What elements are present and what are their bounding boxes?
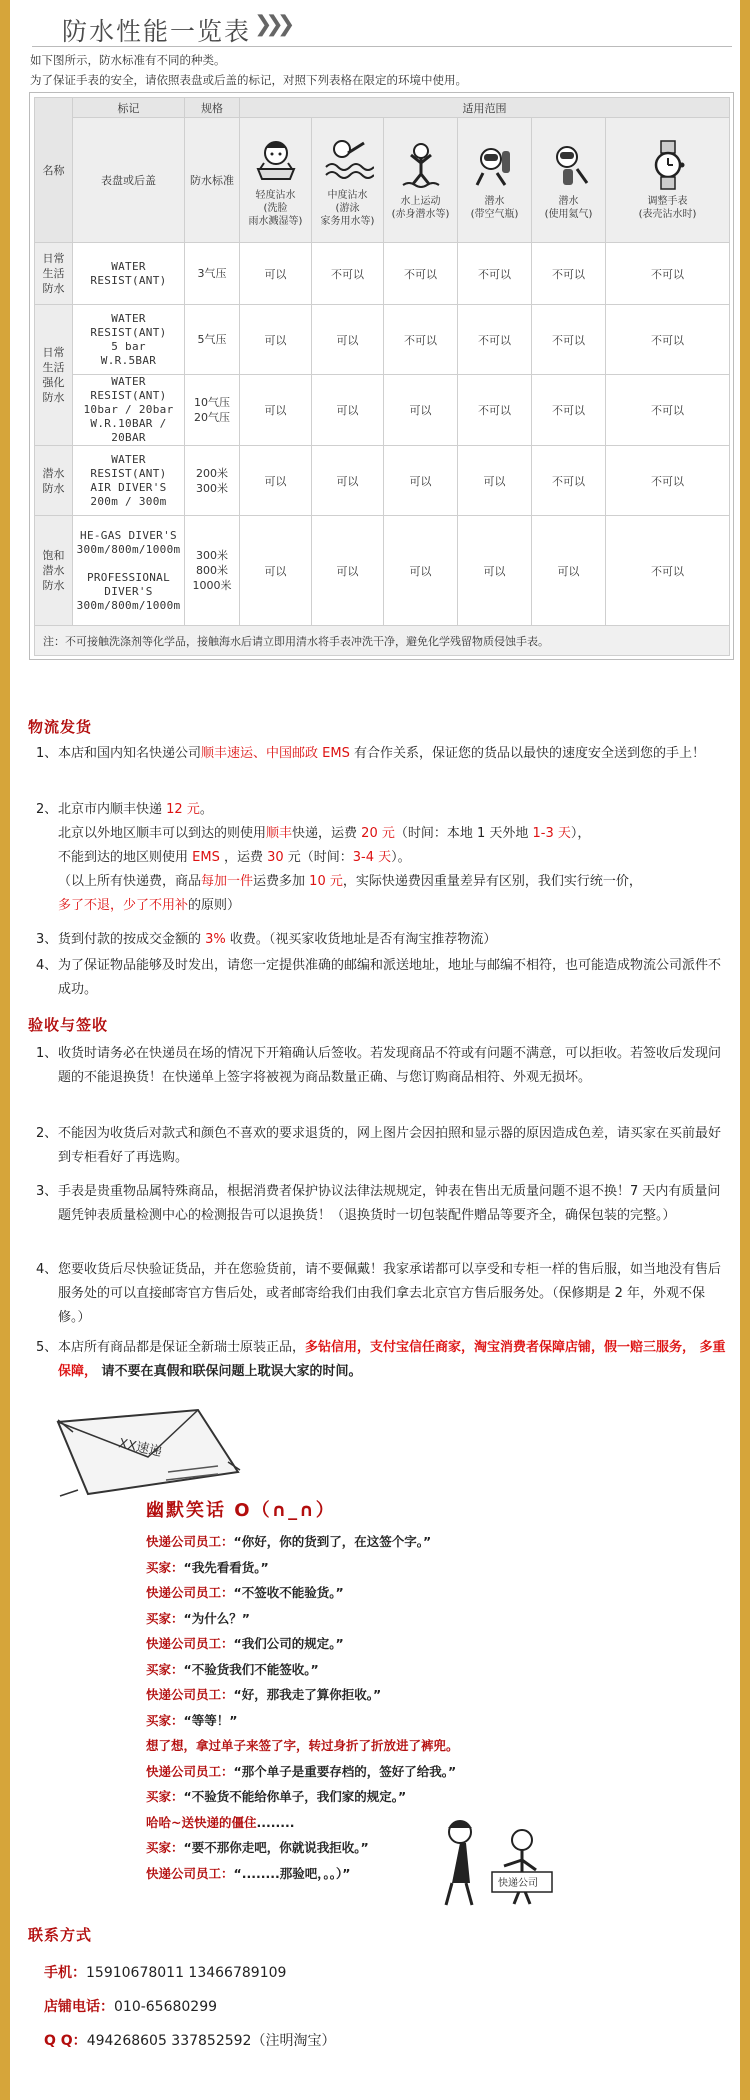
joke-speech: “我们公司的规定。” (233, 1636, 344, 1651)
joke-speaker: 哈哈~送快递的僵住 (146, 1814, 257, 1830)
joke-line (146, 1609, 706, 1627)
row-mark: WATER RESIST(ANT) AIR DIVER'S 200m / 300m (73, 446, 185, 516)
divider (32, 46, 732, 47)
list-item: 4、 为了保证物品能够及时发出，请您一定提供准确的邮编和派送地址，地址与邮编不相符，也可能造成物流公司派件不成功。 (36, 958, 722, 997)
joke-speech: “........那验吧，。。）” (233, 1865, 351, 1881)
cartoon-label: 快递公司 (498, 1878, 538, 1889)
joke-speaker: 买家： (146, 1789, 184, 1804)
joke-line (146, 1736, 706, 1754)
list-item: 1、 本店和国内知名快递公司顺丰速运、中国邮政 EMS 有合作关系，保证您的货品以最快的速度安全送到您的手上！ (36, 746, 705, 761)
cell-value: 不可以 (458, 305, 532, 375)
cell-value: 不可以 (606, 305, 730, 375)
row-spec: 3气压 (185, 243, 240, 305)
joke-line (146, 1634, 706, 1652)
scene-cell: 中度沾水 (游泳 家务用水等) (312, 118, 384, 243)
row-spec: 200米 300米 (185, 446, 240, 516)
joke-title: 幽默笑话 O（∩_∩） (146, 1500, 336, 1521)
cell-value: 不可以 (384, 305, 458, 375)
cell-value: 可以 (312, 375, 384, 446)
joke-line (146, 1711, 706, 1729)
list-item: 4、 您要收货后尽快验证货品，并在您验货前，请不要佩戴！我家承诺都可以享受和专柜一样的售后服，如当地没有售后服务处的可以直接邮寄官方售后处，或者邮寄给我们由我们拿去北京官方售后服务处。（保修期是 2 年，外观不保修。） (36, 1262, 722, 1325)
list-item: 3、 货到付款的按成交金额的 3% 收费。（视买家收货地址是否有淘宝推荐物流） (36, 932, 497, 947)
joke-speaker: 快递公司员工： (146, 1763, 234, 1779)
joke-line (146, 1787, 706, 1805)
row-spec: 300米 800米 1000米 (185, 516, 240, 626)
double-chevron-icon: ❯❯❯ (254, 12, 289, 37)
row-spec: 10气压 20气压 (185, 375, 240, 446)
joke-speaker: 快递公司员工： (146, 1534, 234, 1549)
shipping-title: 物流发货 (28, 718, 93, 736)
cartoon-courier-icon (430, 1810, 560, 1910)
page (10, 0, 740, 2100)
joke-speech: ........ (256, 1814, 295, 1830)
inspection-title: 验收与签收 (28, 1016, 109, 1034)
water-resistance-table (29, 92, 734, 660)
cell-value: 可以 (384, 446, 458, 516)
cell-value: 可以 (532, 516, 606, 626)
cell-value: 不可以 (532, 375, 606, 446)
swimming-icon (322, 133, 374, 185)
intro-text-2: 为了保证手表的安全，请依照表盘或后盖的标记，对照下列表格在限定的环境中使用。 (30, 73, 467, 87)
joke-speaker: 快递公司员工： (146, 1687, 234, 1702)
joke-speaker: 买家： (146, 1840, 184, 1855)
row-group-label: 潜水 防水 (35, 446, 73, 516)
cell-value: 不可以 (606, 516, 730, 626)
cell-value: 可以 (240, 516, 312, 626)
joke-line (146, 1813, 706, 1831)
cell-value: 可以 (240, 243, 312, 305)
joke-line (146, 1685, 706, 1703)
list-item: 3、 手表是贵重物品属特殊商品，根据消费者保护协议法律法规规定，钟表在售出无质量问题不退不换！7 天内有质量问题凭钟表质量检测中心的检测报告可以退换货！（退换货时一切包装配件赠品等要齐全，确保包装的完整。） (36, 1184, 721, 1223)
cell-value: 不可以 (606, 375, 730, 446)
cell-value: 可以 (384, 375, 458, 446)
joke-speech: 想了想，拿过单子来签了字，转过身折了折放进了裤兜。 (146, 1738, 459, 1753)
page-title: 防水性能一览表 (62, 17, 252, 46)
joke-line (146, 1660, 706, 1678)
joke-speaker: 买家： (146, 1661, 184, 1677)
joke-speaker: 买家： (146, 1712, 184, 1728)
cell-value: 不可以 (606, 446, 730, 516)
joke-speech: “好，那我走了算你拒收。” (233, 1687, 382, 1702)
list-item: 5、 本店所有商品都是保证全新瑞士原装正品，多钻信用，支付宝信任商家，淘宝消费者保障店铺，假一赔三服务， 多重保障， 请不要在真假和联保问题上耽误大家的时间。 (36, 1340, 726, 1379)
row-mark: HE-GAS DIVER'S 300m/800m/1000m PROFESSIONAL DIVER'S 300m/800m/1000m (73, 516, 185, 626)
joke-line (146, 1762, 706, 1780)
row-group-label: 日常 生活 防水 (35, 243, 73, 305)
table-note: 注：不可接触洗涤剂等化学品，接触海水后请立即用清水将手表冲洗干净，避免化学残留物质侵蚀手表。 (35, 626, 730, 656)
intro-text-1: 如下图所示，防水标准有不同的种类。 (30, 53, 226, 67)
cell-value: 可以 (458, 446, 532, 516)
row-group-label: 日常 生活 强化 防水 (35, 305, 73, 446)
table-row (35, 305, 730, 375)
cell-value: 不可以 (312, 243, 384, 305)
table-row (35, 375, 730, 446)
helium-diving-icon (543, 139, 595, 191)
water-sport-icon (395, 139, 447, 191)
joke-speech: “等等！” (183, 1712, 238, 1728)
header-spec-sub: 防水标准 (185, 118, 240, 243)
joke-line (146, 1558, 706, 1576)
joke-speaker: 快递公司员工： (146, 1636, 234, 1651)
header-scope: 适用范围 (240, 98, 730, 118)
joke-speech: “那个单子是重要存档的，签好了给我。” (233, 1763, 457, 1779)
table-row (35, 446, 730, 516)
cell-value: 不可以 (532, 305, 606, 375)
table-header (32, 10, 732, 46)
joke-speaker: 快递公司员工： (146, 1585, 234, 1600)
cell-value: 不可以 (458, 375, 532, 446)
cell-value: 可以 (458, 516, 532, 626)
header-name: 名称 (35, 98, 73, 243)
header-spec: 规格 (185, 98, 240, 118)
list-item: 1、 收货时请务必在快递员在场的情况下开箱确认后签收。若发现商品不符或有问题不满意，可以拒收。若签收后发现问题的不能退换货！在快递单上签字将被视为商品数量正确、与您订购商品相符、外观无损坏。 (36, 1046, 722, 1085)
joke-line (146, 1838, 706, 1856)
scene-cell: 水上运动 (赤身潜水等) (384, 118, 458, 243)
joke-speech: “不验货不能给你单子，我们家的规定。” (183, 1789, 407, 1804)
watch-adjust-icon (642, 139, 694, 191)
scene-cell: 调整手表 (表壳沾水时) (606, 118, 730, 243)
envelope-label: XX速递 (117, 1436, 164, 1461)
cell-value: 不可以 (532, 243, 606, 305)
joke-speech: “为什么？” (183, 1610, 250, 1626)
cell-value: 不可以 (384, 243, 458, 305)
joke-speech: “我先看看货。” (183, 1559, 269, 1575)
row-mark: WATER RESIST(ANT) 5 bar W.R.5BAR (73, 305, 185, 375)
face-wash-icon (250, 133, 302, 185)
joke-line (146, 1864, 706, 1882)
joke-line (146, 1532, 706, 1550)
joke-line (146, 1583, 706, 1601)
joke-speaker: 快递公司员工： (146, 1865, 234, 1881)
cell-value: 可以 (240, 305, 312, 375)
cell-value: 可以 (240, 375, 312, 446)
table-row (35, 243, 730, 305)
row-group-label: 饱和 潜水 防水 (35, 516, 73, 626)
scene-cell: 轻度沾水 (洗脸 雨水溅湿等) (240, 118, 312, 243)
row-spec: 5气压 (185, 305, 240, 375)
header-mark-sub: 表盘或后盖 (73, 118, 185, 243)
contact-phone: 手机：15910678011 13466789109 (44, 1965, 287, 1981)
row-mark: WATER RESIST(ANT) (73, 243, 185, 305)
joke-speaker: 买家： (146, 1559, 184, 1575)
joke-speech: “不验货我们不能签收。” (183, 1661, 319, 1677)
header-mark: 标记 (73, 98, 185, 118)
cell-value: 不可以 (458, 243, 532, 305)
joke-speech: “你好，你的货到了，在这签个字。” (233, 1534, 432, 1549)
joke-speech: “不签收不能验货。” (233, 1585, 344, 1600)
table-row (35, 516, 730, 626)
joke-speaker: 买家： (146, 1610, 184, 1626)
express-envelope-icon (48, 1402, 248, 1502)
contact-qq: Q Q：494268605 337852592（注明淘宝） (44, 2033, 336, 2049)
scene-cell: 潜水 (带空气瓶) (458, 118, 532, 243)
cell-value: 可以 (312, 516, 384, 626)
scuba-diving-icon (469, 139, 521, 191)
list-item: 2、 不能因为收货后对款式和颜色不喜欢的要求退货的，网上图片会因拍照和显示器的原因造成色差，请买家在买前最好到专柜看好了再选购。 (36, 1126, 722, 1165)
contact-tel: 店铺电话：010-65680299 (44, 1999, 218, 2015)
cell-value: 可以 (384, 516, 458, 626)
cell-value: 可以 (312, 446, 384, 516)
joke-speech: “要不那你走吧，你就说我拒收。” (183, 1840, 369, 1855)
cell-value: 不可以 (532, 446, 606, 516)
row-mark: WATER RESIST(ANT) 10bar / 20bar W.R.10BAR / 20BAR (73, 375, 185, 446)
cell-value: 可以 (312, 305, 384, 375)
cell-value: 不可以 (606, 243, 730, 305)
list-item: 2、 北京市内顺丰快递 12 元。 北京以外地区顺丰可以到达的则使用顺丰快递，运费 20 元（时间：本地 1 天外地 1-3 天）， 不能到达的地区则使用 EMS ，运费 30 元（时间：3-4 天）。 （以上所有快递费，商品每加一件运费多加 10 元，实际快递费因重量差异有区别，我们实行统一价， 多了不退，少了不用补的原则） (36, 802, 642, 913)
scene-cell: 潜水 (使用氦气) (532, 118, 606, 243)
contact-title: 联系方式 (28, 1926, 93, 1944)
cell-value: 可以 (240, 446, 312, 516)
